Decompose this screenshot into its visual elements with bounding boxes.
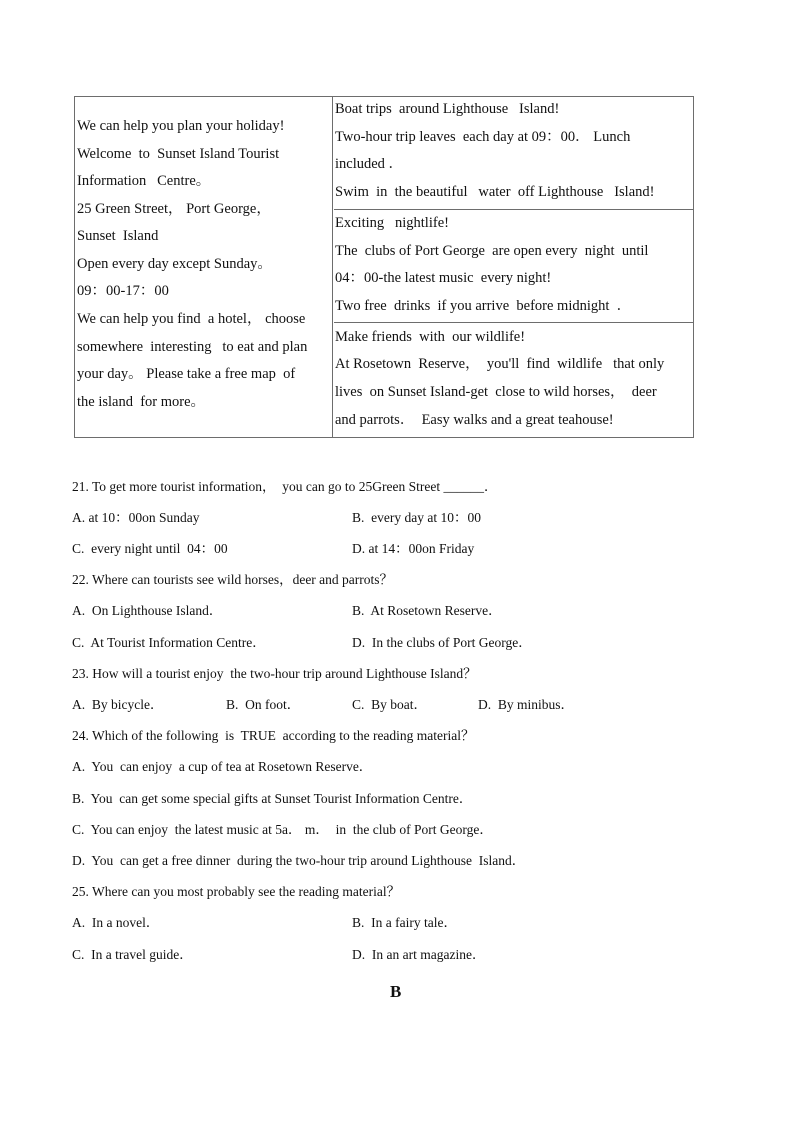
table-text-line: 09：00-17：00 [77,283,169,299]
question-stem: 21. To get more tourist information， you can go to 25Green Street ______． [72,479,498,494]
table-text-line: Two free drinks if you arrive before midnight ． [335,298,632,314]
answer-option[interactable]: D. In the clubs of Port George． [352,635,532,650]
answer-option[interactable]: A. On Lighthouse Island． [72,603,223,618]
table-text-line: lives on Sunset Island-get close to wild horses， deer [335,384,657,400]
answer-option[interactable]: C. You can enjoy the latest music at 5a． m． in the club of Port George． [72,822,493,837]
table-text-line: Sunset Island [77,228,159,244]
question-stem: 22. Where can tourists see wild horses，deer and parrots？ [72,572,394,587]
answer-option[interactable]: B. On foot． [226,697,301,712]
table-text-line: We can help you plan your holiday! [77,118,285,134]
table-text-line: 25 Green Street， Port George， [77,201,271,217]
table-text-line: Swim in the beautiful water off Lighthouse Island! [335,184,655,200]
table-text-line: 04：00-the latest music every night! [335,270,552,286]
table-text-line: included ． [335,156,404,172]
boat-trips-cell [334,97,694,210]
table-text-line: The clubs of Port George are open every night until [335,243,649,259]
tourist-centre-cell [75,97,333,437]
answer-option[interactable]: A. You can enjoy a cup of tea at Rosetown Reserve． [72,759,373,774]
info-table [74,96,694,438]
table-text-line: the island for more。 [77,394,206,410]
answer-option[interactable]: B. every day at 10：00 [352,510,481,525]
table-text-line: Two-hour trip leaves each day at 09：00． Lunch [335,129,631,145]
answer-option[interactable]: D. In an art magazine． [352,947,486,962]
section-heading: B [390,982,402,1001]
table-text-line: Boat trips around Lighthouse Island! [335,101,560,117]
table-text-line: Make friends with our wildlife! [335,329,526,345]
table-text-line: somewhere interesting to eat and plan [77,339,308,355]
table-text-line: and parrots． Easy walks and a great teahouse! [335,412,614,428]
answer-option[interactable]: A. By bicycle． [72,697,164,712]
question-stem: 23. How will a tourist enjoy the two-hour trip around Lighthouse Island？ [72,666,477,681]
table-text-line: We can help you find a hotel， choose [77,311,306,327]
answer-option[interactable]: C. every night until 04：00 [72,541,228,556]
answer-option[interactable]: A. at 10：00on Sunday [72,510,200,525]
answer-option[interactable]: C. By boat． [352,697,428,712]
answer-option[interactable]: C. In a travel guide． [72,947,193,962]
answer-option[interactable]: B. In a fairy tale． [352,915,457,930]
answer-option[interactable]: B. You can get some special gifts at Sunset Tourist Information Centre． [72,791,473,806]
answer-option[interactable]: D. You can get a free dinner during the two-hour trip around Lighthouse Island． [72,853,526,868]
question-stem: 25. Where can you most probably see the reading material？ [72,884,401,899]
table-text-line: your day。 Please take a free map of [77,366,296,382]
answer-option[interactable]: D. at 14：00on Friday [352,541,475,556]
table-text-line: Information Centre。 [77,173,211,189]
table-text-line: Exciting nightlife! [335,215,449,231]
answer-option[interactable]: B. At Rosetown Reserve． [352,603,502,618]
answer-option[interactable]: D. By minibus． [478,697,575,712]
question-stem: 24. Which of the following is TRUE according to the reading material？ [72,728,475,743]
wildlife-cell [334,323,694,438]
answer-option[interactable]: A. In a novel． [72,915,160,930]
nightlife-cell [334,210,694,323]
table-text-line: Welcome to Sunset Island Tourist [77,146,280,162]
answer-option[interactable]: C. At Tourist Information Centre． [72,635,266,650]
table-text-line: Open every day except Sunday。 [77,256,272,272]
table-text-line: At Rosetown Reserve， you'll find wildlife that only [335,356,665,372]
